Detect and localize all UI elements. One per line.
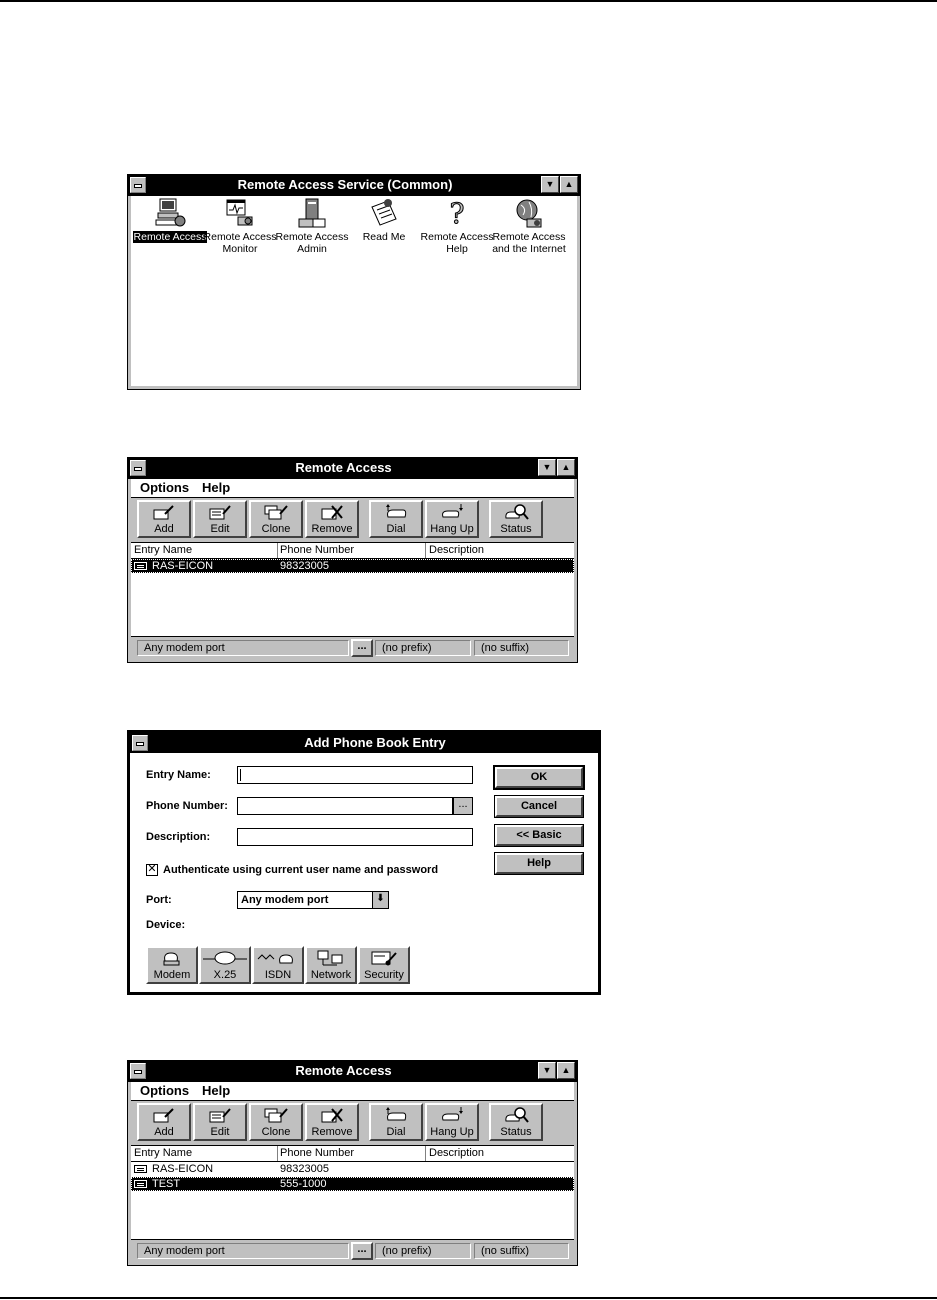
phonebook-row[interactable] <box>131 1177 574 1191</box>
isdn-button[interactable] <box>252 946 304 984</box>
admin-icon <box>296 197 328 229</box>
help-button[interactable]: Help <box>495 853 583 874</box>
description-input[interactable] <box>237 828 473 846</box>
minimize-button[interactable]: ▼ <box>538 1062 556 1079</box>
remove-entry-icon <box>319 1107 345 1123</box>
edit-entry-icon <box>207 504 233 520</box>
modem-button-label: Modem <box>153 969 191 981</box>
computer-icon <box>154 197 186 229</box>
clone-entry-icon <box>263 1107 289 1123</box>
entry-phone: 98323005 <box>280 560 329 572</box>
toolbar <box>131 1101 574 1146</box>
clone-button[interactable] <box>249 1103 303 1141</box>
status-bar <box>131 636 574 659</box>
program-icon-label: Remote Access and the Internet <box>492 231 566 255</box>
phonebook-entry-icon <box>134 562 147 570</box>
entry-name: RAS-EICON <box>152 1163 214 1175</box>
title-bar[interactable] <box>128 175 580 196</box>
program-icon-label: Remote Access Admin <box>275 231 349 255</box>
network-button-label: Network <box>310 969 352 981</box>
add-entry-icon <box>151 504 177 520</box>
hang-up-button[interactable] <box>425 500 479 538</box>
remote-access-window-1 <box>127 457 578 663</box>
program-icon-help[interactable] <box>419 197 495 255</box>
program-icon-label: Remote Access Help <box>420 231 494 255</box>
system-menu-icon[interactable] <box>130 177 146 193</box>
phonebook-row[interactable] <box>131 1162 574 1176</box>
window-title: Remote Access <box>295 1063 392 1078</box>
status-bar <box>131 1239 574 1262</box>
entry-name-input[interactable] <box>237 766 473 784</box>
add-button[interactable] <box>137 1103 191 1141</box>
window-title: Remote Access Service (Common) <box>237 177 453 192</box>
title-bar[interactable] <box>128 458 577 479</box>
clone-button-label: Clone <box>261 1126 291 1138</box>
dial-phone-icon <box>383 504 409 520</box>
globe-icon <box>513 197 545 229</box>
system-menu-icon[interactable] <box>132 735 148 751</box>
status-button-label: Status <box>500 1126 532 1138</box>
edit-button[interactable] <box>193 500 247 538</box>
remove-button-label: Remove <box>311 523 353 535</box>
security-icon <box>369 949 399 967</box>
port-select[interactable] <box>237 891 389 909</box>
dial-button[interactable] <box>369 1103 423 1141</box>
clone-entry-icon <box>263 504 289 520</box>
entry-name: RAS-EICON <box>152 560 214 572</box>
column-divider[interactable] <box>425 543 426 558</box>
status-magnifier-icon <box>503 1107 529 1123</box>
x25-cloud-icon <box>203 949 247 967</box>
status-magnifier-icon <box>503 504 529 520</box>
bottom-rule <box>0 1297 937 1299</box>
device-button-bar <box>144 946 412 986</box>
entry-phone: 98323005 <box>280 1163 329 1175</box>
cancel-button[interactable]: Cancel <box>495 796 583 817</box>
status-port: Any modem port <box>137 640 349 656</box>
column-phone-number[interactable]: Phone Number <box>280 544 354 556</box>
column-divider[interactable] <box>277 543 278 558</box>
menu-help[interactable]: Help <box>202 1083 231 1098</box>
column-description[interactable]: Description <box>429 544 485 556</box>
hang-up-phone-icon <box>439 1107 465 1123</box>
program-icon-label: Read Me <box>362 231 406 243</box>
list-header <box>131 543 574 559</box>
toolbar <box>131 498 574 543</box>
security-button[interactable] <box>358 946 410 984</box>
phonebook-row[interactable] <box>131 559 574 573</box>
program-group-window <box>127 174 581 390</box>
menu-bar <box>131 1082 574 1101</box>
clone-button[interactable] <box>249 500 303 538</box>
basic-button[interactable]: << Basic <box>495 825 583 846</box>
modem-button[interactable] <box>146 946 198 984</box>
minimize-button[interactable]: ▼ <box>538 459 556 476</box>
status-suffix: (no suffix) <box>474 1243 569 1259</box>
add-entry-icon <box>151 1107 177 1123</box>
entry-name: TEST <box>152 1178 181 1190</box>
title-bar[interactable] <box>130 733 598 753</box>
entry-name-label: Entry Name: <box>146 769 211 781</box>
remove-button[interactable] <box>305 500 359 538</box>
hang-up-button-label: Hang Up <box>430 1126 474 1138</box>
maximize-button[interactable]: ▲ <box>557 459 575 476</box>
phone-number-label: Phone Number: <box>146 800 228 812</box>
security-button-label: Security <box>364 969 404 981</box>
list-header <box>131 1146 574 1162</box>
maximize-button[interactable]: ▲ <box>557 1062 575 1079</box>
program-icon-label: Remote Access <box>133 231 207 243</box>
status-prefix: (no prefix) <box>375 1243 471 1259</box>
system-menu-icon[interactable] <box>130 1063 146 1079</box>
remote-access-window-2 <box>127 1060 578 1266</box>
x25-button-label: X.25 <box>213 969 237 981</box>
phone-alternates-button[interactable]: ... <box>453 797 473 815</box>
edit-button-label: Edit <box>210 1126 230 1138</box>
phonebook-entry-icon <box>134 1165 147 1173</box>
status-button[interactable] <box>489 1103 543 1141</box>
entry-phone: 555-1000 <box>280 1178 327 1190</box>
help-icon <box>441 197 473 229</box>
port-label: Port: <box>146 894 172 906</box>
dial-button-label: Dial <box>386 1126 406 1138</box>
program-icon-readme[interactable] <box>346 197 422 243</box>
program-icon-admin[interactable] <box>274 197 350 255</box>
add-button-label: Add <box>154 523 174 535</box>
remove-entry-icon <box>319 504 345 520</box>
window-title: Remote Access <box>295 460 392 475</box>
dropdown-arrow-icon[interactable]: ⬇ <box>372 892 388 908</box>
menu-options[interactable]: Options <box>140 1083 190 1098</box>
add-button-label: Add <box>154 1126 174 1138</box>
status-suffix: (no suffix) <box>474 640 569 656</box>
edit-button-label: Edit <box>210 523 230 535</box>
monitor-icon <box>224 197 256 229</box>
prefix-suffix-button[interactable]: ... <box>351 1242 373 1260</box>
ok-button[interactable]: OK <box>495 767 583 788</box>
clone-button-label: Clone <box>261 523 291 535</box>
hang-up-button[interactable] <box>425 1103 479 1141</box>
svg-text:?: ? <box>449 197 465 229</box>
program-icon-label: Remote Access Monitor <box>203 231 277 255</box>
status-button[interactable] <box>489 500 543 538</box>
column-description[interactable]: Description <box>429 1147 485 1159</box>
status-port: Any modem port <box>137 1243 349 1259</box>
program-icon-remote-access[interactable] <box>132 197 208 243</box>
x25-button[interactable] <box>199 946 251 984</box>
dial-phone-icon <box>383 1107 409 1123</box>
program-icon-monitor[interactable] <box>202 197 278 255</box>
system-menu-icon[interactable] <box>130 460 146 476</box>
column-divider[interactable] <box>277 1146 278 1161</box>
add-phone-book-entry-dialog <box>127 730 601 995</box>
description-label: Description: <box>146 831 211 843</box>
menu-help[interactable]: Help <box>202 480 231 495</box>
port-select-value: Any modem port <box>241 894 329 906</box>
hang-up-button-label: Hang Up <box>430 523 474 535</box>
text-cursor <box>240 769 241 781</box>
top-rule <box>0 0 937 2</box>
authenticate-checkbox[interactable]: ✕ <box>147 863 157 875</box>
network-button[interactable] <box>305 946 357 984</box>
column-divider[interactable] <box>425 1146 426 1161</box>
dialog-title: Add Phone Book Entry <box>304 735 446 750</box>
hang-up-phone-icon <box>439 504 465 520</box>
status-prefix: (no prefix) <box>375 640 471 656</box>
status-button-label: Status <box>500 523 532 535</box>
edit-entry-icon <box>207 1107 233 1123</box>
phone-number-input[interactable] <box>237 797 453 815</box>
isdn-icon <box>256 949 300 967</box>
isdn-button-label: ISDN <box>264 969 292 981</box>
program-icon-internet[interactable] <box>491 197 567 255</box>
dial-button[interactable] <box>369 500 423 538</box>
column-entry-name[interactable]: Entry Name <box>134 1147 193 1159</box>
dial-button-label: Dial <box>386 523 406 535</box>
modem-icon <box>160 949 184 967</box>
prefix-suffix-button[interactable]: ... <box>351 639 373 657</box>
edit-button[interactable] <box>193 1103 247 1141</box>
title-bar[interactable] <box>128 1061 577 1082</box>
device-label: Device: <box>146 919 186 931</box>
menu-options[interactable]: Options <box>140 480 190 495</box>
column-phone-number[interactable]: Phone Number <box>280 1147 354 1159</box>
maximize-button[interactable]: ▲ <box>560 176 578 193</box>
column-entry-name[interactable]: Entry Name <box>134 544 193 556</box>
minimize-button[interactable]: ▼ <box>541 176 559 193</box>
remove-button-label: Remove <box>311 1126 353 1138</box>
remove-button[interactable] <box>305 1103 359 1141</box>
readme-icon <box>368 197 400 229</box>
menu-bar <box>131 479 574 498</box>
authenticate-checkbox-label[interactable]: Authenticate using current user name and password <box>163 864 439 876</box>
add-button[interactable] <box>137 500 191 538</box>
network-icon <box>316 949 346 967</box>
phonebook-entry-icon <box>134 1180 147 1188</box>
